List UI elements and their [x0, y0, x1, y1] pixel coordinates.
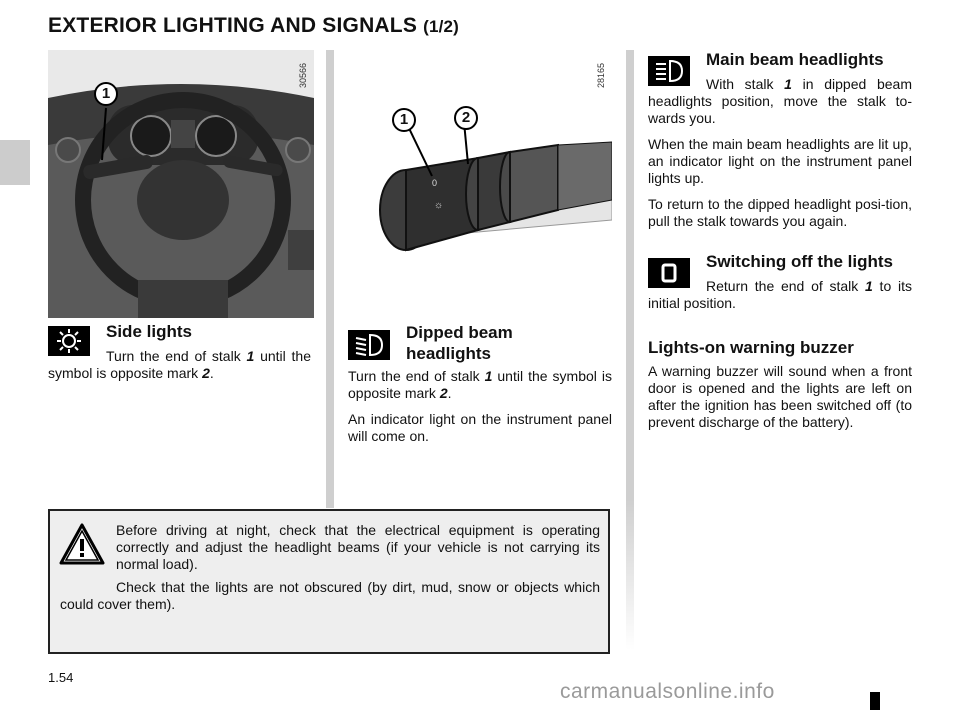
side-lights-text: Turn the end of stalk 1 until the symbol is opposite mark 2.: [48, 348, 311, 381]
svg-text:☼: ☼: [434, 200, 444, 211]
warning-box: [48, 509, 610, 654]
warning-text: [60, 522, 600, 619]
buzzer-heading: Lights-on warning buzzer: [648, 338, 854, 357]
page-number: 1.54: [48, 670, 74, 685]
dipped-beam-icon: [348, 330, 390, 360]
side-lights-heading: Side lights: [106, 322, 192, 341]
warning-paragraph-1: Before driving at night, check that the electrical equipment is operating correctly and adjust the headlight beams (if your vehicle is not carrying its normal load).: [116, 522, 600, 572]
watermark: carmanualsonline.info: [560, 680, 775, 703]
callout-2-stalk: 2: [454, 106, 478, 130]
main-beam-text: With stalk 1 in dipped beam headlights position, move the stalk to-wards you. When the main beam headlights are lit up, an indicator light on the instrument panel lights up. To return to the dipped headlight posi-tion, pull the stalk towards you again.: [648, 76, 912, 229]
page-title: EXTERIOR LIGHTING AND SIGNALS (1/2): [48, 14, 460, 37]
callout-1: 1: [94, 82, 118, 106]
title-suffix: (1/2): [423, 17, 460, 36]
warning-paragraph-2: Check that the lights are not obscured (by dirt, mud, snow or objects which could cover them).: [60, 579, 600, 612]
dipped-beam-indicator-text: An indicator light on the instrument panel will come on.: [348, 411, 612, 444]
figure-ref-number: 28165: [596, 62, 606, 88]
dipped-beam-icon: [348, 330, 390, 360]
dipped-beam-text: Turn the end of stalk 1 until the symbol is opposite mark 2. An indicator light on the instrument panel will come on.: [348, 368, 612, 444]
column-divider: [326, 50, 334, 508]
steering-wheel-illustration: [48, 50, 314, 318]
figure-ref-number: 30566: [298, 62, 308, 88]
lighting-stalk-photo: [348, 50, 612, 318]
switch-off-heading: Switching off the lights: [706, 252, 893, 271]
buzzer-text: A warning buzzer will sound when a front door is opened and the lights are left on after the ignition has been switched off (to prevent discharge of the battery).: [648, 363, 912, 430]
svg-text:0: 0: [432, 178, 438, 188]
stalk-illustration: [348, 50, 612, 318]
switch-off-text: Return the end of stalk 1 to its initial position.: [648, 278, 912, 311]
main-beam-heading: Main beam headlights: [706, 50, 884, 69]
callout-1-stalk: 1: [392, 108, 416, 132]
corner-mark: [870, 692, 880, 710]
dashboard-photo: [48, 50, 314, 318]
section-tab: [0, 140, 30, 185]
dipped-beam-heading: Dipped beam headlights: [406, 323, 513, 363]
column-divider: [626, 50, 634, 650]
